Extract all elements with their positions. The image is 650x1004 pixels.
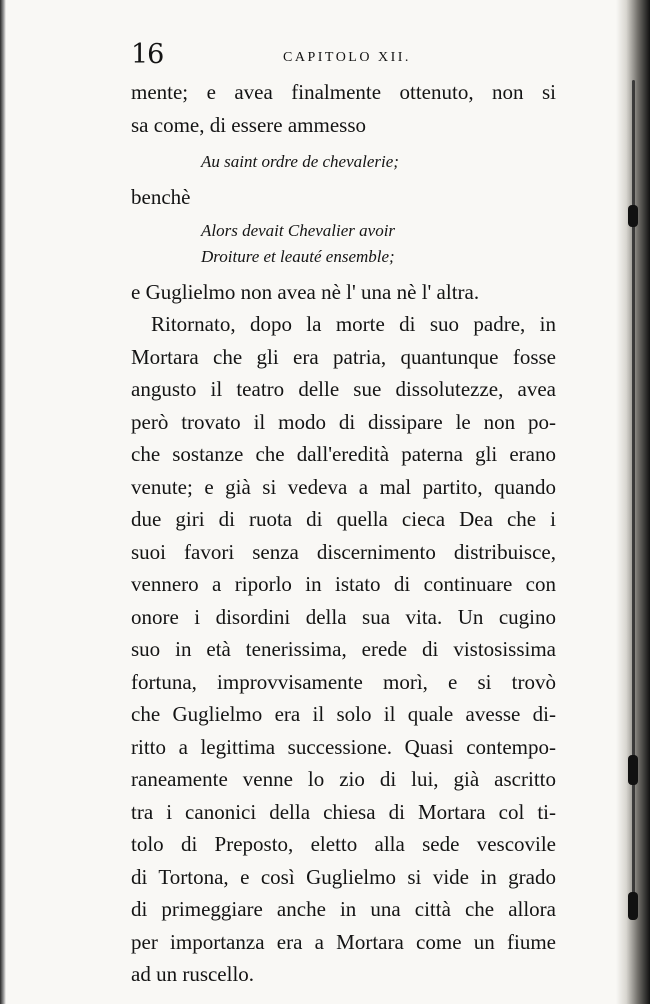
paragraph-first-line: Ritornato, dopo la morte di suo padre, in xyxy=(151,312,556,336)
text-line: tra i canonici della chiesa di Mortara col ti- xyxy=(131,799,556,824)
running-title: CAPITOLO XII. xyxy=(283,50,411,65)
verse-line: Alors devait Chevalier avoir xyxy=(201,220,396,240)
verse-line: Droiture et leauté ensemble; xyxy=(201,246,395,266)
text-line: benchè xyxy=(131,185,191,209)
text-line: venute; e già si vedeva a mal partito, quando xyxy=(131,474,556,499)
text-line: suoi favori senza discernimento distribuisce, xyxy=(131,539,556,564)
text-line: vennero a riporlo in istato di continuare con xyxy=(131,572,556,596)
text-line: ad un ruscello. xyxy=(131,962,255,986)
verse-quote xyxy=(201,149,556,175)
text-line: che sostanze che dall'eredità paterna gli erano xyxy=(131,442,556,466)
text-line: onore i disordini della sua vita. Un cugino xyxy=(131,604,556,629)
text-line: angusto il teatro delle sue dissolutezze, avea xyxy=(131,377,556,401)
text-line: e Guglielmo non avea nè l' una nè l' altra. xyxy=(131,279,480,304)
text-line: mente; e avea finalmente ottenuto, non si xyxy=(131,80,556,104)
text-line: due giri di ruota di quella cieca Dea che i xyxy=(131,507,556,531)
gutter-ink-mark xyxy=(628,755,638,785)
verse-quote xyxy=(201,218,556,270)
text-line: fortuna, improvvisamente morì, e si trovò xyxy=(131,669,556,694)
text-line: ritto a legittima successione. Quasi contempo- xyxy=(131,734,556,759)
text-line: per importanza era a Mortara come un fiume xyxy=(131,929,556,954)
text-line: sa come, di essere ammesso xyxy=(131,112,367,137)
text-line: Mortara che gli era patria, quantunque fosse xyxy=(131,344,556,369)
page-header xyxy=(131,40,556,70)
text-line: di Tortona, e così Guglielmo si vide in grado xyxy=(131,864,556,889)
verse-line: Au saint ordre de chevalerie; xyxy=(201,152,399,171)
text-line: che Guglielmo era il solo il quale avesse di- xyxy=(131,702,556,726)
text-line: raneamente venne lo zio di lui, già ascritto xyxy=(131,767,556,791)
text-line: però trovato il modo di dissipare le non po- xyxy=(131,409,556,434)
text-line: tolo di Preposto, eletto alla sede vescovile xyxy=(131,832,556,856)
gutter-ink-mark xyxy=(628,892,638,920)
body-text xyxy=(131,76,556,991)
gutter-ink-mark xyxy=(628,205,638,227)
scan-left-edge xyxy=(0,0,6,1004)
page-number: 16 xyxy=(131,39,164,70)
text-line: di primeggiare anche in una città che allora xyxy=(131,897,556,921)
text-line: suo in età tenerissima, erede di vistosissima xyxy=(131,637,556,661)
